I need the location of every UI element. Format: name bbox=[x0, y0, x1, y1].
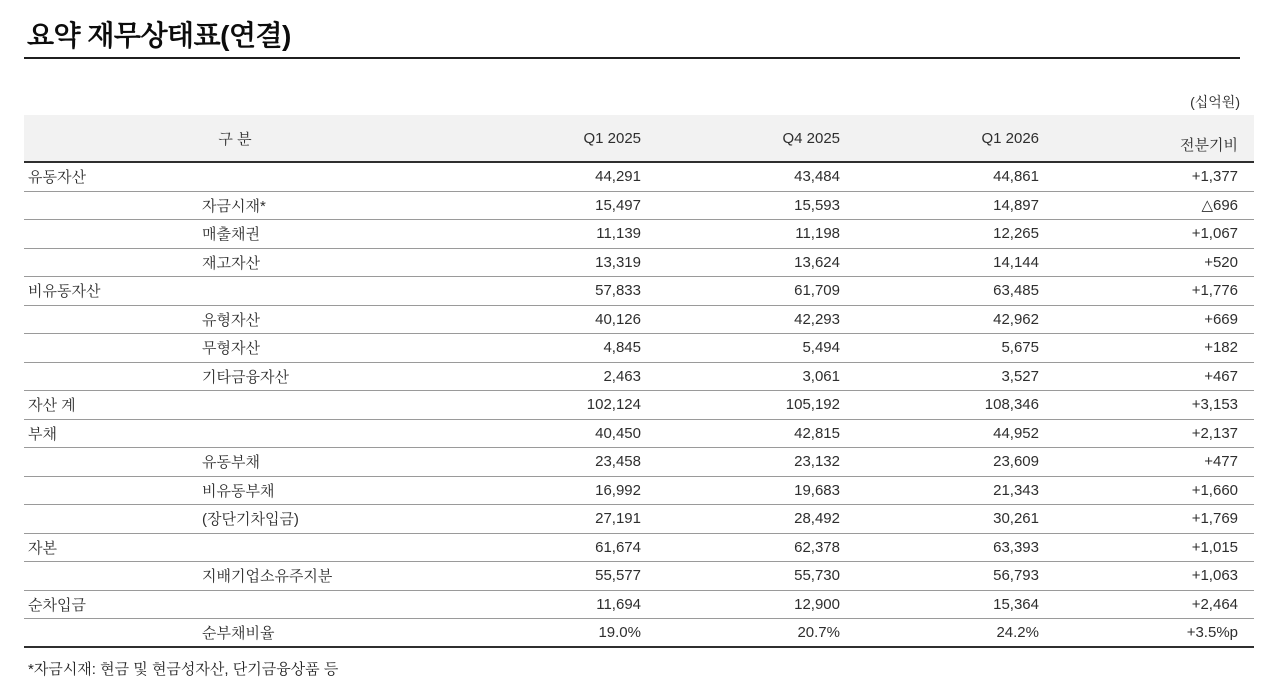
cell-qoq: +3,153 bbox=[1191, 396, 1238, 414]
cell-q4-2025: 105,192 bbox=[785, 396, 840, 414]
cell-q4-2025: 62,378 bbox=[794, 538, 840, 556]
cell-qoq: +520 bbox=[1204, 253, 1238, 271]
cell-q1-2025: 44,291 bbox=[595, 168, 641, 186]
row-label: 지배기업소유주지분 bbox=[202, 568, 333, 586]
cell-qoq: +1,660 bbox=[1191, 481, 1238, 499]
cell-q1-2026: 14,144 bbox=[993, 253, 1039, 271]
row-label: (장단기차입금) bbox=[202, 511, 299, 529]
cell-q4-2025: 19,683 bbox=[794, 481, 840, 499]
cell-qoq: +1,769 bbox=[1191, 510, 1238, 528]
cell-q1-2026: 24.2% bbox=[996, 624, 1039, 641]
cell-q4-2025: 11,198 bbox=[795, 225, 840, 243]
cell-q1-2026: 3,527 bbox=[1001, 367, 1039, 385]
cell-q4-2025: 3,061 bbox=[802, 367, 840, 385]
row-label: 순차입금 bbox=[28, 596, 86, 614]
cell-q1-2026: 15,364 bbox=[993, 595, 1039, 613]
table-row-owners-of-parent bbox=[24, 562, 1254, 591]
cell-qoq: +3.5%p bbox=[1186, 624, 1238, 641]
table-row-trade-receivables bbox=[24, 220, 1254, 249]
cell-q1-2026: 21,343 bbox=[993, 481, 1039, 499]
cell-q1-2025: 57,833 bbox=[595, 282, 641, 300]
cell-q1-2026: 14,897 bbox=[993, 196, 1039, 214]
column-header-q4-2025: Q4 2025 bbox=[782, 129, 840, 147]
row-label: 자산 계 bbox=[28, 397, 76, 415]
cell-q1-2025: 61,674 bbox=[595, 538, 641, 556]
table-row-current-assets bbox=[24, 163, 1254, 192]
cell-q1-2025: 102,124 bbox=[586, 396, 641, 414]
page-title: 요약 재무상태표(연결) bbox=[27, 20, 291, 51]
balance-sheet-table bbox=[24, 115, 1254, 648]
cell-q1-2025: 11,694 bbox=[596, 595, 641, 613]
row-label: 순부채비율 bbox=[202, 625, 275, 642]
row-label: 유형자산 bbox=[202, 311, 260, 329]
cell-q1-2025: 55,577 bbox=[595, 567, 641, 585]
row-label: 재고자산 bbox=[202, 254, 260, 272]
table-row-tangible-assets bbox=[24, 306, 1254, 335]
cell-qoq: △696 bbox=[1201, 197, 1238, 215]
cell-qoq: +1,063 bbox=[1191, 567, 1238, 585]
cell-q4-2025: 55,730 bbox=[794, 567, 840, 585]
table-row-equity bbox=[24, 534, 1254, 563]
table-body bbox=[24, 163, 1254, 648]
cell-q4-2025: 20.7% bbox=[797, 624, 840, 641]
table-row-non-current-liabilities bbox=[24, 477, 1254, 506]
table-row-cash-holdings bbox=[24, 192, 1254, 221]
row-label: 부채 bbox=[28, 425, 57, 443]
cell-q4-2025: 12,900 bbox=[794, 595, 840, 613]
row-label: 유동부채 bbox=[202, 454, 260, 472]
cell-qoq: +669 bbox=[1204, 310, 1238, 328]
table-row-liabilities bbox=[24, 420, 1254, 449]
column-header-q1-2026: Q1 2026 bbox=[981, 129, 1039, 147]
cell-q4-2025: 15,593 bbox=[794, 196, 840, 214]
cell-q1-2026: 63,393 bbox=[993, 538, 1039, 556]
cell-q1-2026: 30,261 bbox=[993, 510, 1039, 528]
cell-q1-2025: 16,992 bbox=[595, 481, 641, 499]
cell-q4-2025: 43,484 bbox=[794, 168, 840, 186]
cell-q1-2026: 12,265 bbox=[993, 225, 1039, 243]
cell-q1-2026: 23,609 bbox=[993, 453, 1039, 471]
cell-qoq: +2,137 bbox=[1191, 424, 1238, 442]
table-row-net-debt-ratio bbox=[24, 619, 1254, 648]
cell-q4-2025: 13,624 bbox=[794, 253, 840, 271]
footnote: *자금시재: 현금 및 현금성자산, 단기금융상품 등 bbox=[28, 661, 339, 678]
table-row-borrowings bbox=[24, 505, 1254, 534]
cell-qoq: +1,776 bbox=[1191, 282, 1238, 300]
table-row-intangible-assets bbox=[24, 334, 1254, 363]
cell-qoq: +1,015 bbox=[1191, 538, 1238, 556]
row-label: 매출채권 bbox=[202, 226, 260, 244]
column-header-q1-2025: Q1 2025 bbox=[583, 129, 641, 147]
cell-qoq: +182 bbox=[1204, 339, 1238, 357]
cell-q1-2025: 11,139 bbox=[596, 225, 641, 243]
table-row-total-assets bbox=[24, 391, 1254, 420]
cell-q4-2025: 61,709 bbox=[794, 282, 840, 300]
table-header-row bbox=[24, 115, 1254, 163]
row-label: 자본 bbox=[28, 539, 57, 557]
title-divider bbox=[24, 57, 1240, 59]
cell-qoq: +2,464 bbox=[1191, 595, 1238, 613]
table-row-inventories bbox=[24, 249, 1254, 278]
cell-qoq: +1,377 bbox=[1191, 168, 1238, 186]
cell-q1-2025: 23,458 bbox=[595, 453, 641, 471]
row-label: 기타금융자산 bbox=[202, 368, 289, 386]
table-row-other-financial-assets bbox=[24, 363, 1254, 392]
column-header-qoq: 전분기비 bbox=[1180, 137, 1238, 154]
table-row-current-liabilities bbox=[24, 448, 1254, 477]
row-label: 무형자산 bbox=[202, 340, 260, 358]
cell-q1-2025: 15,497 bbox=[595, 196, 641, 214]
cell-qoq: +477 bbox=[1204, 453, 1238, 471]
row-label: 비유동자산 bbox=[28, 283, 101, 301]
cell-q1-2025: 2,463 bbox=[603, 367, 641, 385]
row-label: 유동자산 bbox=[28, 169, 86, 187]
cell-q1-2025: 40,450 bbox=[595, 424, 641, 442]
table-row-non-current-assets bbox=[24, 277, 1254, 306]
cell-q1-2026: 5,675 bbox=[1001, 339, 1039, 357]
cell-qoq: +1,067 bbox=[1191, 225, 1238, 243]
cell-q4-2025: 28,492 bbox=[794, 510, 840, 528]
cell-q4-2025: 42,815 bbox=[794, 424, 840, 442]
table-row-net-debt bbox=[24, 591, 1254, 620]
cell-q1-2025: 19.0% bbox=[598, 624, 641, 641]
cell-q1-2026: 63,485 bbox=[993, 282, 1039, 300]
cell-q1-2026: 44,861 bbox=[993, 168, 1039, 186]
cell-q1-2025: 4,845 bbox=[603, 339, 641, 357]
column-header-category: 구 분 bbox=[218, 130, 252, 148]
row-label: 비유동부채 bbox=[202, 482, 275, 500]
cell-q1-2026: 44,952 bbox=[993, 424, 1039, 442]
cell-q1-2026: 42,962 bbox=[993, 310, 1039, 328]
cell-qoq: +467 bbox=[1204, 367, 1238, 385]
cell-q1-2025: 13,319 bbox=[595, 253, 641, 271]
cell-q1-2026: 108,346 bbox=[984, 396, 1039, 414]
cell-q4-2025: 5,494 bbox=[802, 339, 840, 357]
cell-q4-2025: 42,293 bbox=[794, 310, 840, 328]
cell-q1-2025: 40,126 bbox=[595, 310, 641, 328]
cell-q1-2025: 27,191 bbox=[595, 510, 641, 528]
unit-label: (십억원) bbox=[1190, 94, 1240, 110]
cell-q1-2026: 56,793 bbox=[993, 567, 1039, 585]
row-label: 자금시재* bbox=[202, 197, 266, 215]
cell-q4-2025: 23,132 bbox=[794, 453, 840, 471]
